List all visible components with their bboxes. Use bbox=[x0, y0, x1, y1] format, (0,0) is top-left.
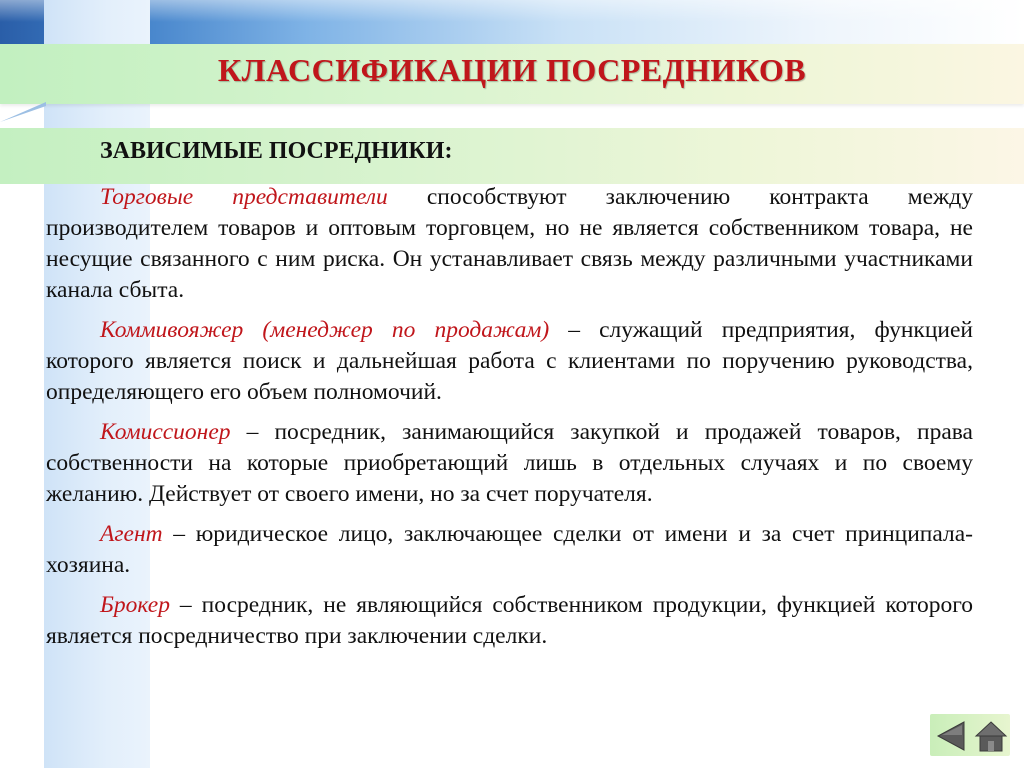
slide-content bbox=[46, 182, 973, 661]
title-bar-wedge bbox=[0, 102, 46, 122]
home-button[interactable] bbox=[974, 719, 1008, 753]
term-agent: Агент bbox=[100, 521, 163, 547]
definition-commission-agent: – посредник, занимающийся закупкой и продажей товаров, права собственности на которые приобретающий лишь в отдельных случаях и по своему желанию. Действует от своего имени, но за счет поручателя. bbox=[46, 419, 973, 507]
section-heading: ЗАВИСИМЫЕ ПОСРЕДНИКИ: bbox=[100, 138, 453, 164]
term-broker: Брокер bbox=[100, 592, 170, 618]
paragraph-trade-representatives bbox=[46, 182, 973, 306]
definition-trade-representatives: способствуют заключению контракта между производителем товаров и оптовым торговцем, но не является собственником товара, не несущие связанного с ним риска. Он устанавливает связь между различными участниками канала сбыта. bbox=[46, 184, 973, 303]
triangle-left-icon bbox=[934, 719, 968, 753]
term-trade-representatives: Торговые представители bbox=[100, 184, 388, 210]
slide-navigation bbox=[930, 714, 1010, 756]
definition-agent: – юридическое лицо, заключающее сделки от имени и за счет принципала-хозяина. bbox=[46, 521, 973, 578]
paragraph-broker bbox=[46, 590, 973, 652]
top-decor-strip bbox=[0, 0, 1024, 44]
paragraph-commission-agent bbox=[46, 417, 973, 510]
definition-sales-manager: – служащий предприятия, функцией которого является поиск и дальнейшая работа с клиентами по поручению руководства, определяющего его объем полномочий. bbox=[46, 317, 974, 405]
paragraph-sales-manager bbox=[46, 315, 973, 408]
term-commission-agent: Комиссионер bbox=[100, 419, 231, 445]
paragraph-agent bbox=[46, 519, 973, 581]
top-strip-shine bbox=[0, 0, 1024, 22]
house-icon bbox=[974, 719, 1008, 753]
term-sales-manager: Коммивояжер (менеджер по продажам) bbox=[100, 317, 550, 343]
definition-broker: – посредник, не являющийся собственником продукции, функцией которого является посредничество при заключении сделки. bbox=[46, 592, 973, 649]
back-button[interactable] bbox=[934, 719, 968, 753]
page-title: КЛАССИФИКАЦИИ ПОСРЕДНИКОВ bbox=[217, 52, 807, 88]
